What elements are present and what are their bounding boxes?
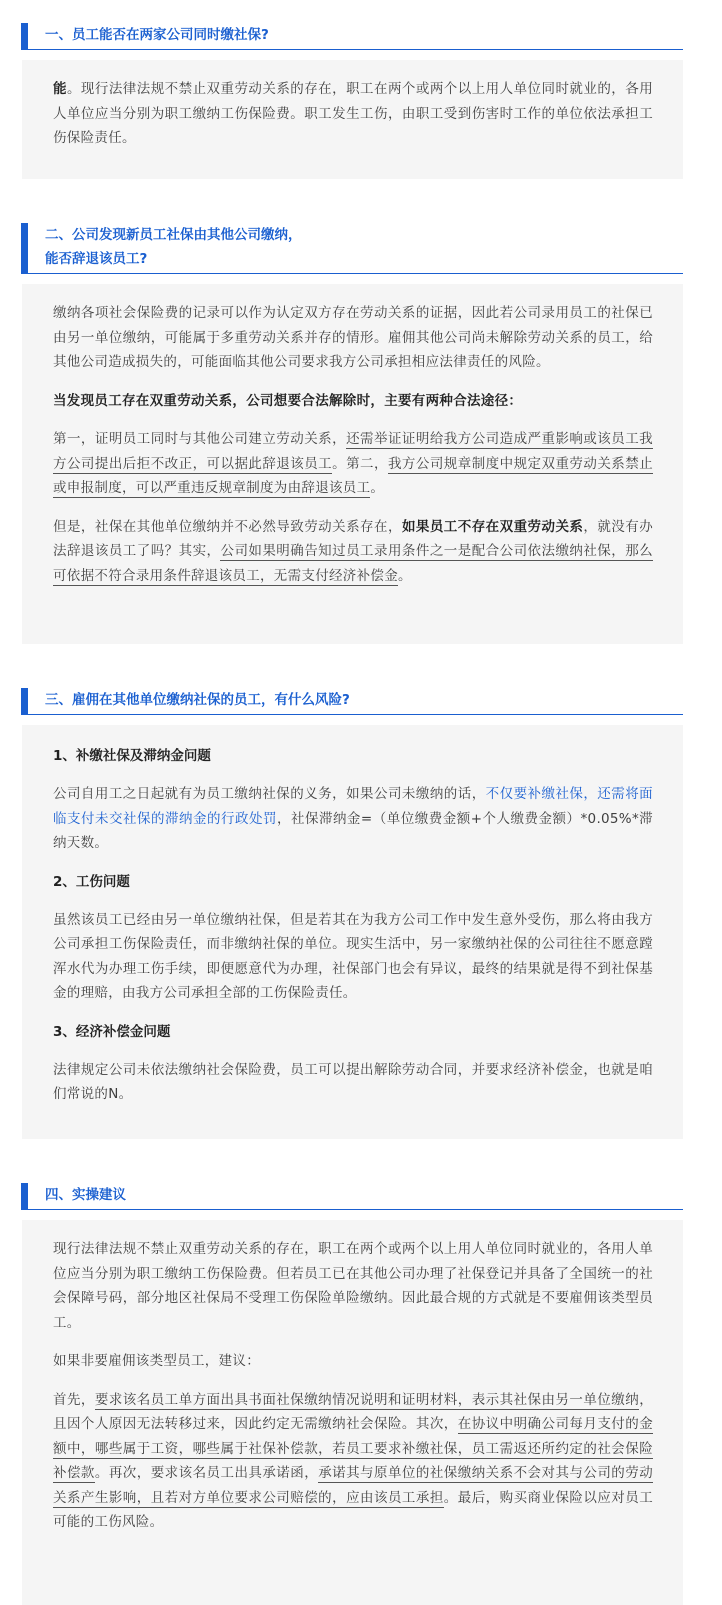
section-3-paragraph-2: 虽然该员工已经由另一单位缴纳社保，但是若其在为我方公司工作中发生意外受伤，那么将由我方公司承担工伤保险责任，而非缴纳社保的单位。现实生活中，另一家缴纳社保的公司往往不愿意蹚浑水代为办理工伤手续，即便愿意代为办理，社保部门也会有异议，最终的结果就是得不到社保基金的理赔，由我方公司承担全部的工伤保险责任。 <box>53 911 653 1001</box>
section-4-paragraph-1: 现行法律法规不禁止双重劳动关系的存在，职工在两个或两个以上用人单位同时就业的，各用人单位应当分别为职工缴纳工伤保险费。但若员工已在其他公司办理了社保登记并具备了全国统一的社会保障号码，部分地区社保局不受理工伤保险单险缴纳。因此最合规的方式就是不要雇佣该类型员工。 <box>53 1241 653 1331</box>
section-2-paragraph-2: 当发现员工存在双重劳动关系，公司想要合法解除时，主要有两种合法途径： <box>53 392 523 409</box>
section-2-header <box>21 223 683 274</box>
section-2-title-line-1: 二、公司发现新员工社保由其他公司缴纳， <box>45 227 302 243</box>
highlighted-penalty: 不仅要补缴社保，还需将面临支付未交社保的滞纳金的行政处罚 <box>53 786 653 827</box>
section-1-box <box>22 60 683 179</box>
section-4-header <box>21 1183 683 1210</box>
section-3-header <box>21 688 683 715</box>
section-1-paragraph: 能。现行法律法规不禁止双重劳动关系的存在，职工在两个或两个以上用人单位同时就业的，各用人单位应当分别为职工缴纳工伤保险费。职工发生工伤，由职工受到伤害时工作的单位依法承担工伤保险责任。 <box>53 81 653 146</box>
section-2-paragraph-3: 第一，证明员工同时与其他公司建立劳动关系，还需举证证明给我方公司造成严重影响或该员工我方公司提出后拒不改正，可以据此辞退该员工。第二，我方公司规章制度中规定双重劳动关系禁止或申报制度，可以严重违反规章制度为由辞退该员工。 <box>53 431 653 496</box>
section-4-paragraph-2: 如果非要雇佣该类型员工，建议： <box>53 1353 260 1369</box>
section-3-subheading-1: 1、补缴社保及滞纳金问题 <box>53 748 211 764</box>
section-4-title: 四、实操建议 <box>45 1187 126 1203</box>
section-3-box <box>22 725 683 1139</box>
section-2-box <box>22 284 683 644</box>
section-1-title: 一、员工能否在两家公司同时缴社保? <box>45 27 269 43</box>
section-2-paragraph-1: 缴纳各项社会保险费的记录可以作为认定双方存在劳动关系的证据，因此若公司录用员工的社保已由另一单位缴纳，可能属于多重劳动关系并存的情形。雇佣其他公司尚未解除劳动关系的员工，给其他公司造成损失的，可能面临其他公司要求我方公司承担相应法律责任的风险。 <box>53 305 653 370</box>
section-3-subheading-3: 3、经济补偿金问题 <box>53 1023 171 1040</box>
section-2-title-line-2: 能否辞退该员工? <box>45 251 148 267</box>
section-2-paragraph-4: 但是，社保在其他单位缴纳并不必然导致劳动关系存在，如果员工不存在双重劳动关系，就没有办法辞退该员工了吗？其实，公司如果明确告知过员工录用条件之一是配合公司依法缴纳社保，那么可依据不符合录用条件辞退该员工，无需支付经济补偿金。 <box>53 518 654 584</box>
section-3-paragraph-3: 法律规定公司未依法缴纳社会保险费，员工可以提出解除劳动合同，并要求经济补偿金，也就是咱们常说的N。 <box>53 1061 653 1102</box>
section-3-title: 三、雇佣在其他单位缴纳社保的员工，有什么风险? <box>45 692 350 708</box>
section-1-header <box>21 23 683 50</box>
section-4-paragraph-3: 首先，要求该名员工单方面出具书面社保缴纳情况说明和证明材料，表示其社保由另一单位缴纳，且因个人原因无法转移过来，因此约定无需缴纳社会保险。其次，在协议中明确公司每月支付的金额中，哪些属于工资，哪些属于社保补偿款，若员工要求补缴社保，员工需返还所约定的社会保险补偿款。再次，要求该名员工出具承诺函，承诺其与原单位的社保缴纳关系不会对其与公司的劳动关系产生影响，且若对方单位要求公司赔偿的，应由该员工承担。最后，购买商业保险以应对员工可能的工伤风险。 <box>53 1391 654 1530</box>
answer-lead: 能 <box>53 81 67 97</box>
section-3-paragraph-1: 公司自用工之日起就有为员工缴纳社保的义务，如果公司未缴纳的话，不仅要补缴社保，还需将面临支付未交社保的滞纳金的行政处罚，社保滞纳金=（单位缴费金额+个人缴费金额）*0.05%*滞纳天数。 <box>53 786 653 851</box>
section-4-box <box>22 1220 683 1605</box>
section-3-subheading-2: 2、工伤问题 <box>53 873 130 890</box>
